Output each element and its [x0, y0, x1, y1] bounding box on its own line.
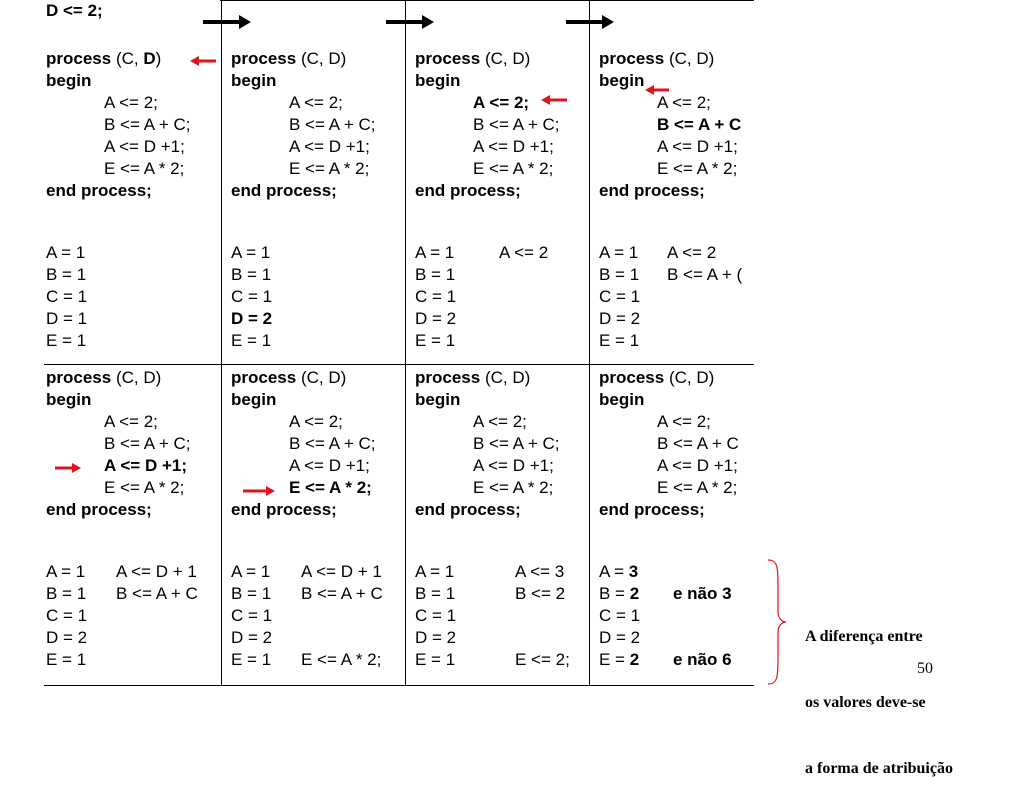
begin-keyword: begin: [46, 71, 92, 90]
variable-value: B = 1: [231, 584, 272, 603]
variable-value: D = 2: [599, 309, 641, 328]
begin-keyword: begin: [599, 390, 645, 409]
process-header: [599, 367, 714, 389]
statement-line: B <= A + C;: [473, 434, 560, 453]
statement-line: A <= D +1;: [104, 456, 187, 475]
variable-value: C = 1: [231, 606, 273, 625]
begin-keyword: begin: [46, 390, 92, 409]
variable-name: A =: [599, 562, 629, 581]
statement-line: B <= A + C: [657, 434, 739, 453]
pending-assignment: E <= A * 2;: [301, 650, 382, 669]
statement-line: E <= A * 2;: [473, 478, 554, 497]
bottom-row-cell-4: [599, 367, 755, 687]
variable-result: 3: [628, 562, 639, 581]
note-line-1: A diferença entre: [805, 628, 923, 645]
statement-line: A <= D +1;: [289, 137, 370, 156]
process-args-end: ): [155, 49, 162, 68]
begin-keyword: begin: [599, 71, 645, 90]
variable-value: B = 1: [599, 265, 640, 284]
bottom-row-cell-2: [231, 367, 405, 687]
process-args: (C,: [115, 49, 144, 68]
variable-value: A = 1: [415, 562, 455, 581]
pending-assignment: A <= 2: [499, 243, 549, 262]
process-keyword: process: [46, 368, 112, 387]
variable-value: A = 1: [415, 243, 455, 262]
process-keyword: process: [231, 49, 297, 68]
variable-value: E = 1: [415, 650, 456, 669]
red-pointer-icon-2: [541, 94, 567, 106]
process-args: (C, D): [668, 49, 715, 68]
variable-value: A = 1: [231, 243, 271, 262]
variable-value: E = 1: [231, 650, 272, 669]
variable-name: C = 1: [599, 606, 641, 625]
variable-value: C = 1: [415, 287, 457, 306]
column-divider-1: [221, 0, 222, 686]
variable-value: D = 2: [46, 628, 88, 647]
process-keyword: process: [415, 49, 481, 68]
variable-value: A = 1: [231, 562, 271, 581]
variable-value: D = 2: [415, 309, 457, 328]
variable-value: E = 1: [231, 331, 272, 350]
pending-assignment: A <= 2: [667, 243, 717, 262]
statement-line: B <= A + C;: [473, 115, 560, 134]
column-divider-2: [405, 0, 406, 686]
statement-line: B <= A + C;: [104, 115, 191, 134]
process-args: (C, D): [668, 368, 715, 387]
process-keyword: process: [599, 368, 665, 387]
pending-assignment: E <= 2;: [515, 650, 570, 669]
bottom-row-cell-1: [46, 367, 220, 687]
process-args-sensitive: D: [143, 49, 156, 68]
process-header: [415, 367, 530, 389]
top-row-cell-1: [46, 48, 220, 368]
variable-value: C = 1: [599, 287, 641, 306]
process-keyword: process: [231, 368, 297, 387]
process-keyword: process: [46, 49, 112, 68]
red-pointer-icon-3: [645, 84, 669, 96]
variable-value: C = 1: [46, 287, 88, 306]
variable-value: B = 1: [46, 584, 87, 603]
variable-value: [599, 583, 639, 605]
process-header: [46, 367, 161, 389]
statement-line: B <= A + C;: [104, 434, 191, 453]
variable-value: D = 2: [231, 309, 273, 328]
variable-value: C = 1: [415, 606, 457, 625]
pending-assignment: B <= 2: [515, 584, 566, 603]
step-arrow-icon-1: [203, 14, 251, 30]
column-divider-3: [589, 0, 590, 686]
pending-assignment: e não 6: [673, 650, 732, 669]
process-header: [599, 48, 714, 70]
variable-result: 2: [629, 650, 640, 669]
process-header: [46, 48, 161, 70]
variable-result: 2: [629, 584, 640, 603]
top-row-cell-4: [599, 48, 755, 368]
variable-value: B = 1: [46, 265, 87, 284]
statement-line: E <= A * 2;: [657, 159, 738, 178]
statement-line: A <= 2;: [104, 93, 158, 112]
variable-value: E = 1: [415, 331, 456, 350]
signal-assignment: D <= 2;: [46, 1, 103, 20]
page-number: 50: [917, 660, 933, 677]
statement-line: A <= 2;: [657, 93, 711, 112]
statement-line: A <= D +1;: [657, 456, 738, 475]
statement-line: A <= 2;: [473, 93, 530, 112]
end-keyword: end process;: [231, 181, 337, 200]
variable-value: B = 1: [415, 265, 456, 284]
statement-line: B <= A + C: [657, 115, 742, 134]
pending-assignment: B <= A + (: [667, 265, 743, 284]
statement-line: A <= D +1;: [473, 456, 554, 475]
red-pointer-icon-5: [243, 485, 275, 497]
process-args: (C, D): [115, 368, 162, 387]
statement-line: A <= 2;: [289, 412, 343, 431]
statement-line: A <= D +1;: [289, 456, 370, 475]
step-arrow-icon-3: [566, 14, 614, 30]
statement-line: E <= A * 2;: [104, 478, 185, 497]
end-keyword: end process;: [46, 500, 152, 519]
pending-assignment: e não 3: [673, 584, 732, 603]
note-line-3: a forma de atribuição: [805, 760, 953, 777]
variable-value: B = 1: [231, 265, 272, 284]
process-args: (C, D): [484, 49, 531, 68]
header-rule: [220, 0, 754, 1]
statement-line: E <= A * 2;: [104, 159, 185, 178]
statement-line: A <= D +1;: [657, 137, 738, 156]
statement-line: A <= D +1;: [104, 137, 185, 156]
begin-keyword: begin: [231, 71, 277, 90]
variable-value: E = 1: [46, 331, 87, 350]
variable-value: [599, 627, 640, 649]
variable-value: C = 1: [46, 606, 88, 625]
variable-value: [599, 649, 639, 671]
statement-line: E <= A * 2;: [657, 478, 738, 497]
statement-line: E <= A * 2;: [289, 478, 372, 497]
bottom-row-cell-3: [415, 367, 589, 687]
variable-name: E =: [599, 650, 630, 669]
brace-icon: [766, 558, 788, 686]
variable-value: D = 2: [231, 628, 273, 647]
process-args: (C, D): [484, 368, 531, 387]
end-keyword: end process;: [231, 500, 337, 519]
pending-assignment: B <= A + C: [301, 584, 383, 603]
variable-value: A = 1: [46, 243, 86, 262]
statement-line: A <= 2;: [104, 412, 158, 431]
process-header: [415, 48, 530, 70]
statement-line: E <= A * 2;: [289, 159, 370, 178]
end-keyword: end process;: [415, 500, 521, 519]
explanation-note: [805, 582, 953, 802]
variable-value: A = 1: [46, 562, 86, 581]
variable-value: D = 2: [415, 628, 457, 647]
variable-value: D = 1: [46, 309, 88, 328]
variable-name: D = 2: [599, 628, 641, 647]
end-keyword: end process;: [46, 181, 152, 200]
pending-assignment: A <= D + 1: [116, 562, 197, 581]
statement-line: B <= A + C;: [289, 115, 376, 134]
process-args: (C, D): [300, 49, 347, 68]
statement-line: A <= 2;: [289, 93, 343, 112]
variable-value: B = 1: [415, 584, 456, 603]
end-keyword: end process;: [599, 181, 705, 200]
pending-assignment: B <= A + C: [116, 584, 198, 603]
pending-assignment: A <= D + 1: [301, 562, 382, 581]
process-keyword: process: [599, 49, 665, 68]
variable-name: B =: [599, 584, 630, 603]
end-keyword: end process;: [599, 500, 705, 519]
end-keyword: end process;: [415, 181, 521, 200]
statement-line: A <= 2;: [657, 412, 711, 431]
begin-keyword: begin: [231, 390, 277, 409]
process-args: (C, D): [300, 368, 347, 387]
process-keyword: process: [415, 368, 481, 387]
statement-line: B <= A + C;: [289, 434, 376, 453]
variable-value: C = 1: [231, 287, 273, 306]
note-line-2: os valores deve-se: [805, 694, 926, 711]
process-header: [231, 367, 346, 389]
variable-value: A = 1: [599, 243, 639, 262]
step-arrow-icon-2: [386, 14, 434, 30]
pending-assignment: A <= 3: [515, 562, 565, 581]
process-header: [231, 48, 346, 70]
statement-line: A <= 2;: [473, 412, 527, 431]
variable-value: [599, 561, 638, 583]
begin-keyword: begin: [415, 390, 461, 409]
statement-line: E <= A * 2;: [473, 159, 554, 178]
top-row-cell-2: [231, 48, 405, 368]
statement-line: A <= D +1;: [473, 137, 554, 156]
variable-value: E = 1: [599, 331, 640, 350]
red-pointer-icon-1: [190, 55, 216, 67]
red-pointer-icon-4: [55, 462, 81, 474]
variable-value: [599, 605, 640, 627]
variable-value: E = 1: [46, 650, 87, 669]
begin-keyword: begin: [415, 71, 461, 90]
